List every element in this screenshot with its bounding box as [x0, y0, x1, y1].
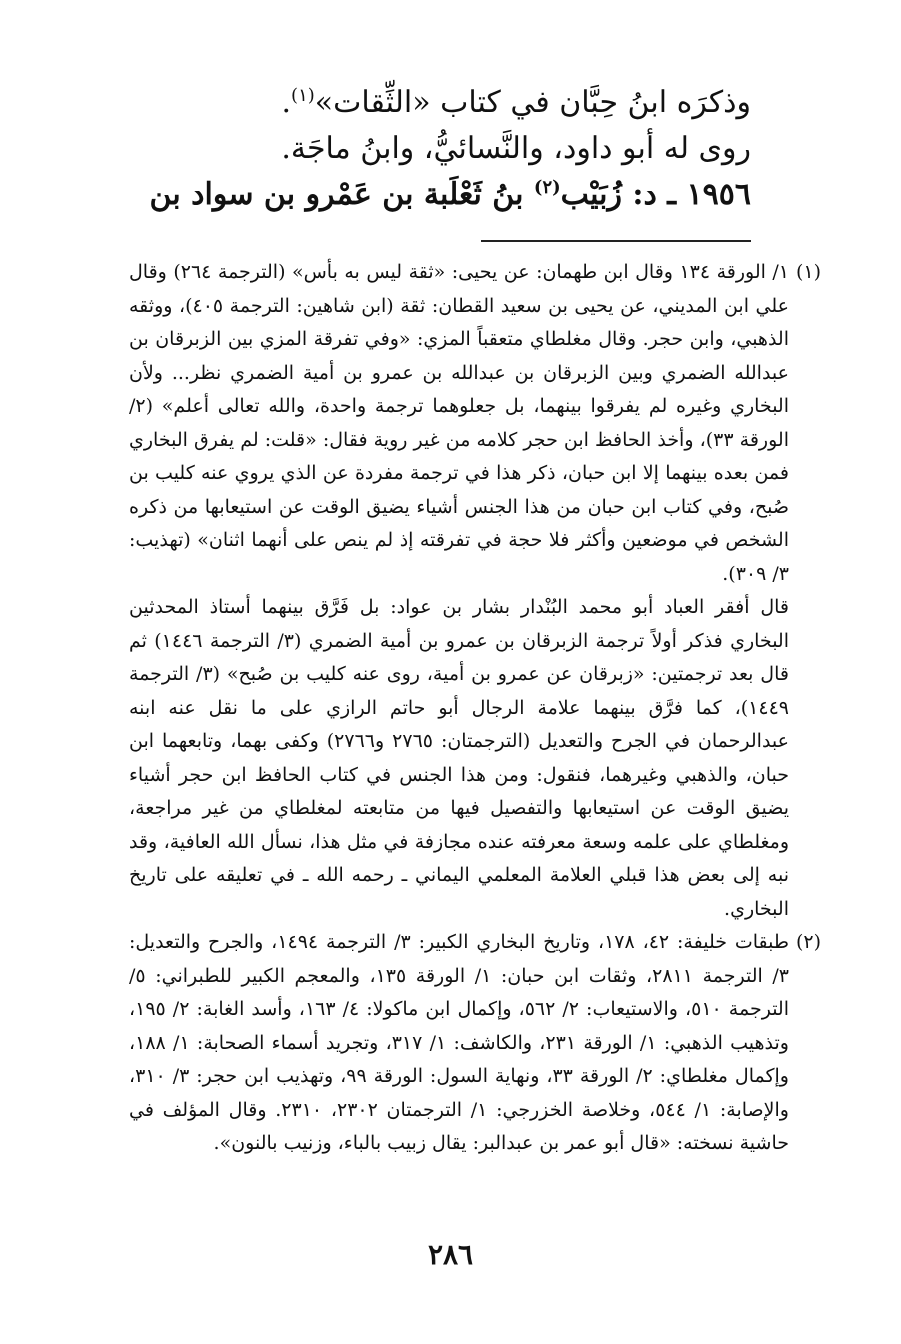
main-line-2: روى له أبو داود، والنَّسائيُّ، وابنُ ماجَة.	[281, 131, 751, 166]
main-line-1-end: .	[281, 85, 292, 120]
footnote-1-paragraph-1: ١/ الورقة ١٣٤ وقال ابن طهمان: عن يحيى: «ثقة ليس به بأس» (الترجمة ٢٦٤) وقال علي ابن المديني، عن يحيى بن سعيد القطان: ثقة (ابن شاهين: الترجمة ٤٠٥)، ووثقه الذهبي، وابن حجر. وقال مغلطاي متعقباً المزي: «وفي تفرقة المزي بين الزبرقان بن عبدالله الضمري وبين الزبرقان بن عبدالله بن عمرو بن أمية الضمري نظر... ولأن البخاري وغيره لم يفرقوا بينهما، بل جعلوهما ترجمة واحدة، والله تعالى أعلم» (٢/ الورقة ٣٣)، وأخذ الحافظ ابن حجر كلامه من غير روية فقال: «قلت: لم يفرق البخاري فمن بعده بينهما إلا ابن حبان، ذكر هذا في ترجمة مفردة عن الذي يروي عنه كليب بن صُبح، وفي كتاب ابن حبان من هذا الجنس أشياء يضيق الوقت عن استيعابها من ذكره الشخص في موضعين وأكثر فلا حجة في تفرقته إذ لم ينص على أنهما اثنان» (تهذيب: ٣/ ٣٠٩).	[129, 261, 790, 585]
footnote-ref-2: (٢)	[533, 177, 561, 198]
main-line-1	[131, 80, 751, 126]
entry-tail-text: بنُ ثَعْلَبة بن عَمْرو بن سواد بن	[149, 177, 524, 212]
main-line-1-text: وذكرَه ابنُ حِبَّان في كتاب «الثِّقات»	[314, 85, 751, 120]
footnote-2-paragraph-1: طبقات خليفة: ٤٢، ١٧٨، وتاريخ البخاري الكبير: ٣/ الترجمة ١٤٩٤، والجرح والتعديل: ٣/ الترجمة ٢٨١١، وثقات ابن حبان: ١/ الورقة ١٣٥، والمعجم الكبير للطبراني: ٥/ الترجمة ٥١٠، والاستيعاب: ٢/ ٥٦٢، وإكمال ابن ماكولا: ٤/ ١٦٣، وأسد الغابة: ٢/ ١٩٥، وتذهيب الذهبي: ١/ الورقة ٢٣١، والكاشف: ١/ ٣١٧، وتجريد أسماء الصحابة: ١/ ١٨٨، وإكمال مغلطاي: ٢/ الورقة ٣٣، ونهاية السول: الورقة ٩٩، وتهذيب ابن حجر: ٣/ ٣١٠، والإصابة: ١/ ٥٤٤، وخلاصة الخزرجي: ١/ الترجمتان ٢٣٠٢، ٢٣١٠. وقال المؤلف في حاشية نسخته: «قال أبو عمر بن عبدالبر: يقال زبيب بالباء، وزنيب بالنون».	[129, 931, 790, 1154]
entry-head-text: ١٩٥٦ ـ د: زُبَيْب	[560, 177, 751, 212]
footnote-1	[129, 256, 821, 926]
footnote-1-body	[129, 256, 789, 926]
entry-heading	[131, 172, 751, 218]
footnote-1-paragraph-2: قال أفقر العباد أبو محمد البُنْدار بشار بن عواد: بل فَرَّق بينهما أستاذ المحدثين البخاري فذكر أولاً ترجمة الزبرقان بن عمرو بن أمية الضمري (٣/ الترجمة ١٤٤٦) ثم قال بعد ترجمتين: «زبرقان عن عمرو بن أمية، روى عنه كليب بن صُبح» (٣/ الترجمة ١٤٤٩)، كما فرَّق بينهما علامة الرجال أبو حاتم الرازي على ما نقل عنه ابنه عبدالرحمان في الجرح والتعديل (الترجمتان: ٢٧٦٥ و٢٧٦٦) وكفى بهما، وتابعهما ابن حبان، والذهبي وغيرهما، فنقول: ومن هذا الجنس في كتاب الحافظ ابن حجر أشياء يضيق الوقت عن استيعابها والتفصيل فيها من متابعته لمغلطاي من غير مراجعة، ومغلطاي على علمه وسعة معرفته عنده مجازفة في مثل هذا، نسأل الله العافية، وقد نبه إلى بعض هذا قبلي العلامة المعلمي اليماني ـ رحمه الله ـ في تعليقه على تاريخ البخاري.	[129, 596, 789, 920]
footnotes	[129, 256, 821, 1161]
footnote-separator	[481, 240, 751, 242]
footnote-ref-1: (١)	[291, 85, 315, 106]
page-number: ٢٨٦	[427, 1238, 474, 1271]
footnote-2	[129, 926, 821, 1161]
footnote-2-body	[129, 926, 789, 1161]
footnote-2-number: (٢)	[795, 931, 821, 953]
footnote-1-number: (١)	[795, 261, 821, 283]
main-text	[131, 80, 751, 218]
